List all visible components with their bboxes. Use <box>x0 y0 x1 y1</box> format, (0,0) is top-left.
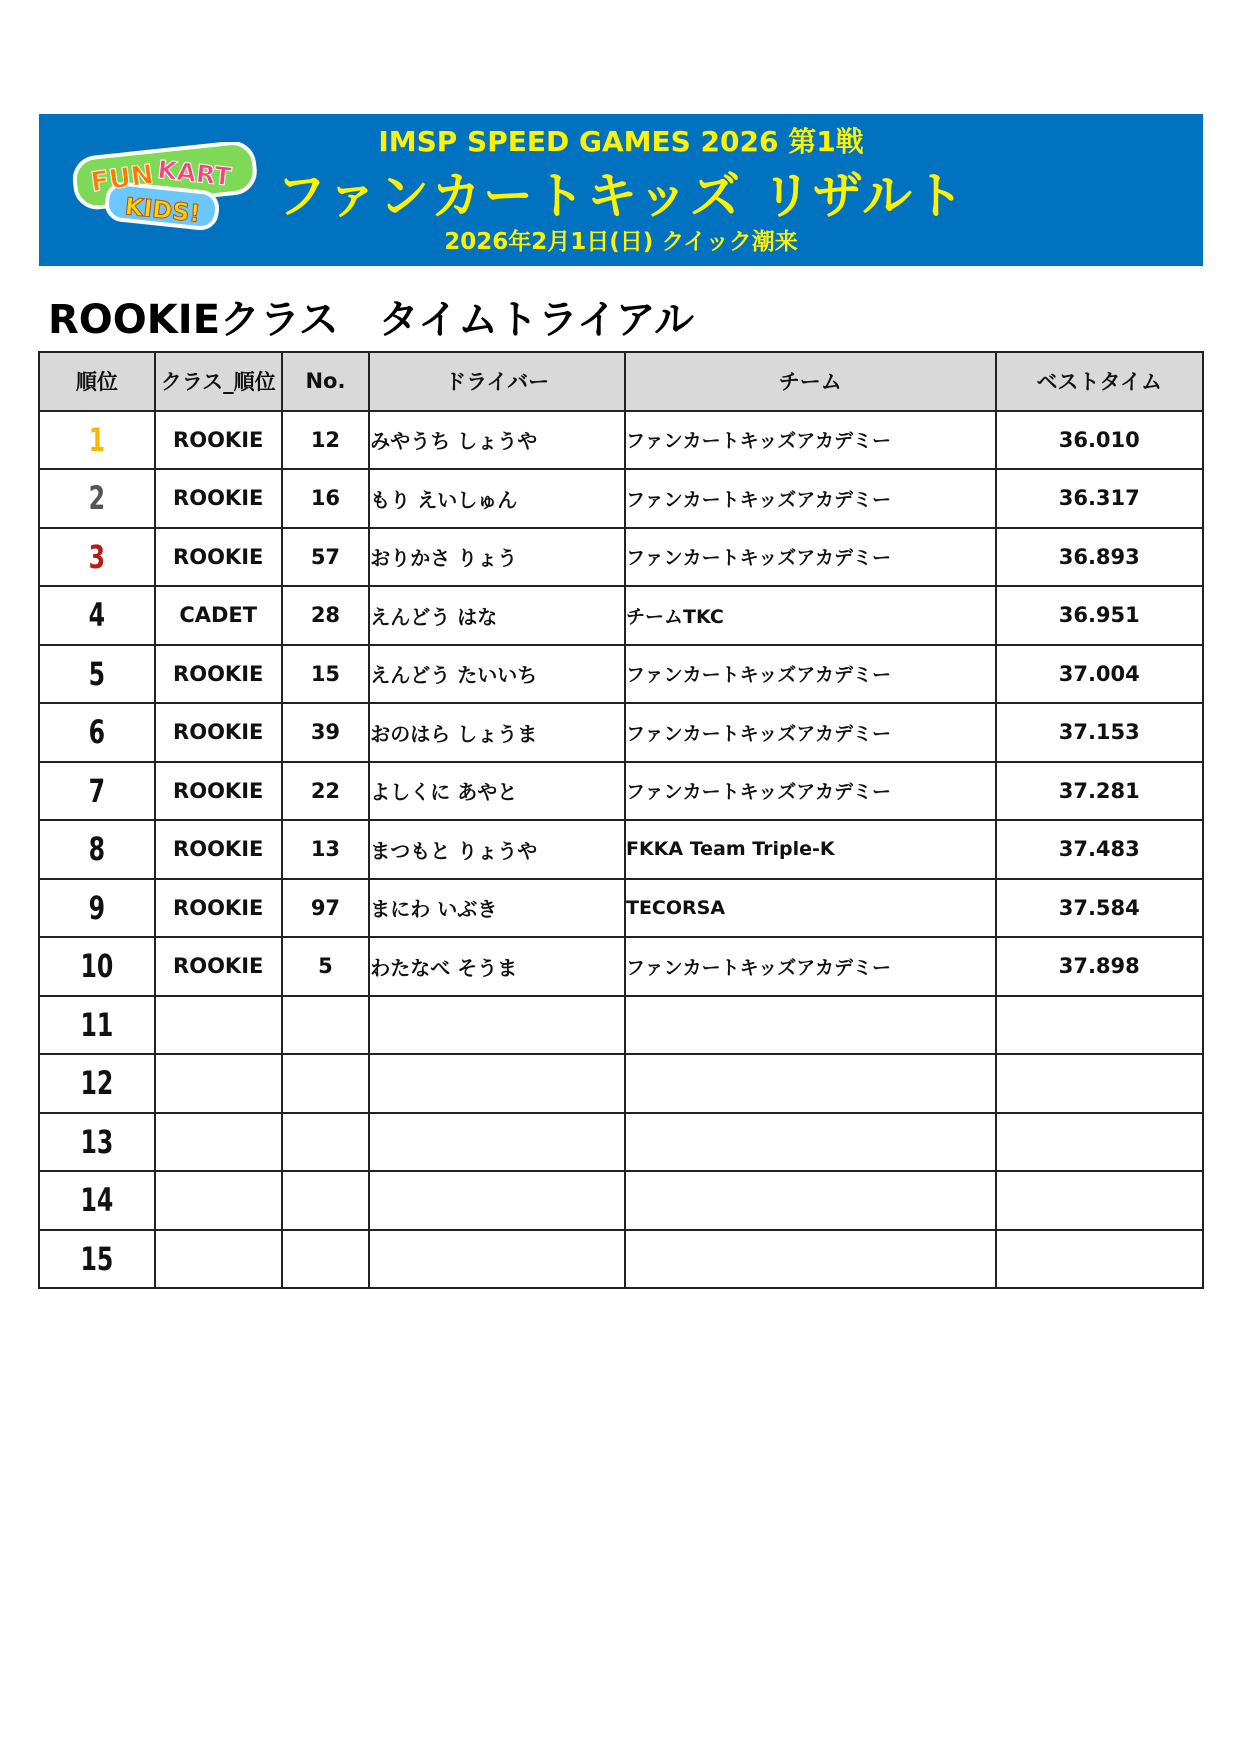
best-time-cell: 36.951 <box>996 586 1203 645</box>
class-cell: ROOKIE <box>155 469 282 528</box>
class-cell <box>155 1171 282 1230</box>
table-row <box>39 879 1203 938</box>
team-cell: FKKA Team Triple-K <box>625 820 996 879</box>
logo-text-kart: KART <box>156 154 233 192</box>
header-team: チーム <box>625 352 996 411</box>
position-cell: 8 <box>49 820 144 879</box>
header-best-time: ベストタイム <box>996 352 1203 411</box>
header-driver: ドライバー <box>369 352 625 411</box>
driver-cell: えんどう はな <box>369 586 625 645</box>
team-cell: ファンカートキッズアカデミー <box>625 703 996 762</box>
team-cell: チームTKC <box>625 586 996 645</box>
table-row <box>39 1113 1203 1172</box>
table-row <box>39 1171 1203 1230</box>
class-cell: ROOKIE <box>155 879 282 938</box>
number-cell: 97 <box>282 879 370 938</box>
table-row <box>39 645 1203 704</box>
class-cell: ROOKIE <box>155 703 282 762</box>
driver-cell <box>369 996 625 1055</box>
team-cell: ファンカートキッズアカデミー <box>625 528 996 587</box>
table-row <box>39 586 1203 645</box>
table-row <box>39 703 1203 762</box>
number-cell: 57 <box>282 528 370 587</box>
driver-cell: まにわ いぶき <box>369 879 625 938</box>
team-cell: ファンカートキッズアカデミー <box>625 411 996 470</box>
class-cell: ROOKIE <box>155 411 282 470</box>
driver-cell: まつもと りょうや <box>369 820 625 879</box>
team-cell: ファンカートキッズアカデミー <box>625 645 996 704</box>
table-row <box>39 1230 1203 1289</box>
driver-cell <box>369 1230 625 1289</box>
results-table <box>38 351 1204 1289</box>
position-cell: 13 <box>49 1113 144 1172</box>
driver-cell <box>369 1113 625 1172</box>
position-cell: 3 <box>49 528 144 587</box>
number-cell: 28 <box>282 586 370 645</box>
driver-cell: おりかさ りょう <box>369 528 625 587</box>
logo-text-kids: KIDS! <box>123 192 202 228</box>
position-cell: 11 <box>49 996 144 1055</box>
table-header-row <box>39 352 1203 411</box>
class-cell <box>155 1054 282 1113</box>
driver-cell <box>369 1054 625 1113</box>
number-cell: 12 <box>282 411 370 470</box>
table-row <box>39 937 1203 996</box>
number-cell <box>282 996 370 1055</box>
section-title: ROOKIEクラス タイムトライアル <box>48 297 695 343</box>
position-cell: 6 <box>49 703 144 762</box>
class-cell: ROOKIE <box>155 820 282 879</box>
driver-cell: もり えいしゅん <box>369 469 625 528</box>
driver-cell: わたなべ そうま <box>369 937 625 996</box>
class-cell: CADET <box>155 586 282 645</box>
number-cell: 39 <box>282 703 370 762</box>
team-cell <box>625 1054 996 1113</box>
team-cell: ファンカートキッズアカデミー <box>625 937 996 996</box>
position-cell: 5 <box>49 645 144 704</box>
class-cell <box>155 996 282 1055</box>
team-cell: ファンカートキッズアカデミー <box>625 762 996 821</box>
class-cell: ROOKIE <box>155 937 282 996</box>
position-cell: 1 <box>49 411 144 470</box>
best-time-cell: 37.898 <box>996 937 1203 996</box>
number-cell: 15 <box>282 645 370 704</box>
best-time-cell <box>996 1171 1203 1230</box>
table-row <box>39 1054 1203 1113</box>
best-time-cell <box>996 1113 1203 1172</box>
number-cell: 22 <box>282 762 370 821</box>
driver-cell: えんどう たいいち <box>369 645 625 704</box>
number-cell <box>282 1230 370 1289</box>
class-cell: ROOKIE <box>155 528 282 587</box>
position-cell: 7 <box>49 762 144 821</box>
header-banner <box>39 114 1203 266</box>
table-row <box>39 762 1203 821</box>
best-time-cell: 37.584 <box>996 879 1203 938</box>
position-cell: 9 <box>49 879 144 938</box>
number-cell: 13 <box>282 820 370 879</box>
best-time-cell: 36.317 <box>996 469 1203 528</box>
best-time-cell <box>996 996 1203 1055</box>
driver-cell: みやうち しょうや <box>369 411 625 470</box>
table-row <box>39 996 1203 1055</box>
header-class-position: クラス_順位 <box>155 352 282 411</box>
best-time-cell: 36.893 <box>996 528 1203 587</box>
best-time-cell: 37.004 <box>996 645 1203 704</box>
team-cell: TECORSA <box>625 879 996 938</box>
number-cell <box>282 1054 370 1113</box>
class-cell <box>155 1230 282 1289</box>
position-cell: 4 <box>49 586 144 645</box>
position-cell: 10 <box>49 937 144 996</box>
best-time-cell <box>996 1230 1203 1289</box>
best-time-cell: 37.483 <box>996 820 1203 879</box>
table-row <box>39 411 1203 470</box>
event-date-venue: 2026年2月1日(日) クイック潮来 <box>444 229 798 255</box>
class-cell <box>155 1113 282 1172</box>
class-cell: ROOKIE <box>155 762 282 821</box>
header-number: No. <box>282 352 370 411</box>
table-row <box>39 820 1203 879</box>
class-cell: ROOKIE <box>155 645 282 704</box>
header-position: 順位 <box>39 352 155 411</box>
best-time-cell <box>996 1054 1203 1113</box>
logo-text-fun: FUN <box>88 159 156 199</box>
driver-cell <box>369 1171 625 1230</box>
number-cell <box>282 1171 370 1230</box>
event-title: IMSP SPEED GAMES 2026 第1戦 <box>378 125 864 158</box>
table-row <box>39 469 1203 528</box>
position-cell: 12 <box>49 1054 144 1113</box>
position-cell: 2 <box>49 469 144 528</box>
best-time-cell: 37.281 <box>996 762 1203 821</box>
team-cell <box>625 1230 996 1289</box>
team-cell <box>625 1113 996 1172</box>
driver-cell: よしくに あやと <box>369 762 625 821</box>
team-cell: ファンカートキッズアカデミー <box>625 469 996 528</box>
team-cell <box>625 1171 996 1230</box>
number-cell: 5 <box>282 937 370 996</box>
team-cell <box>625 996 996 1055</box>
position-cell: 14 <box>49 1171 144 1230</box>
best-time-cell: 36.010 <box>996 411 1203 470</box>
position-cell: 15 <box>49 1230 144 1289</box>
best-time-cell: 37.153 <box>996 703 1203 762</box>
number-cell: 16 <box>282 469 370 528</box>
number-cell <box>282 1113 370 1172</box>
driver-cell: おのはら しょうま <box>369 703 625 762</box>
table-row <box>39 528 1203 587</box>
result-title: ファンカートキッズ リザルト <box>276 167 966 225</box>
